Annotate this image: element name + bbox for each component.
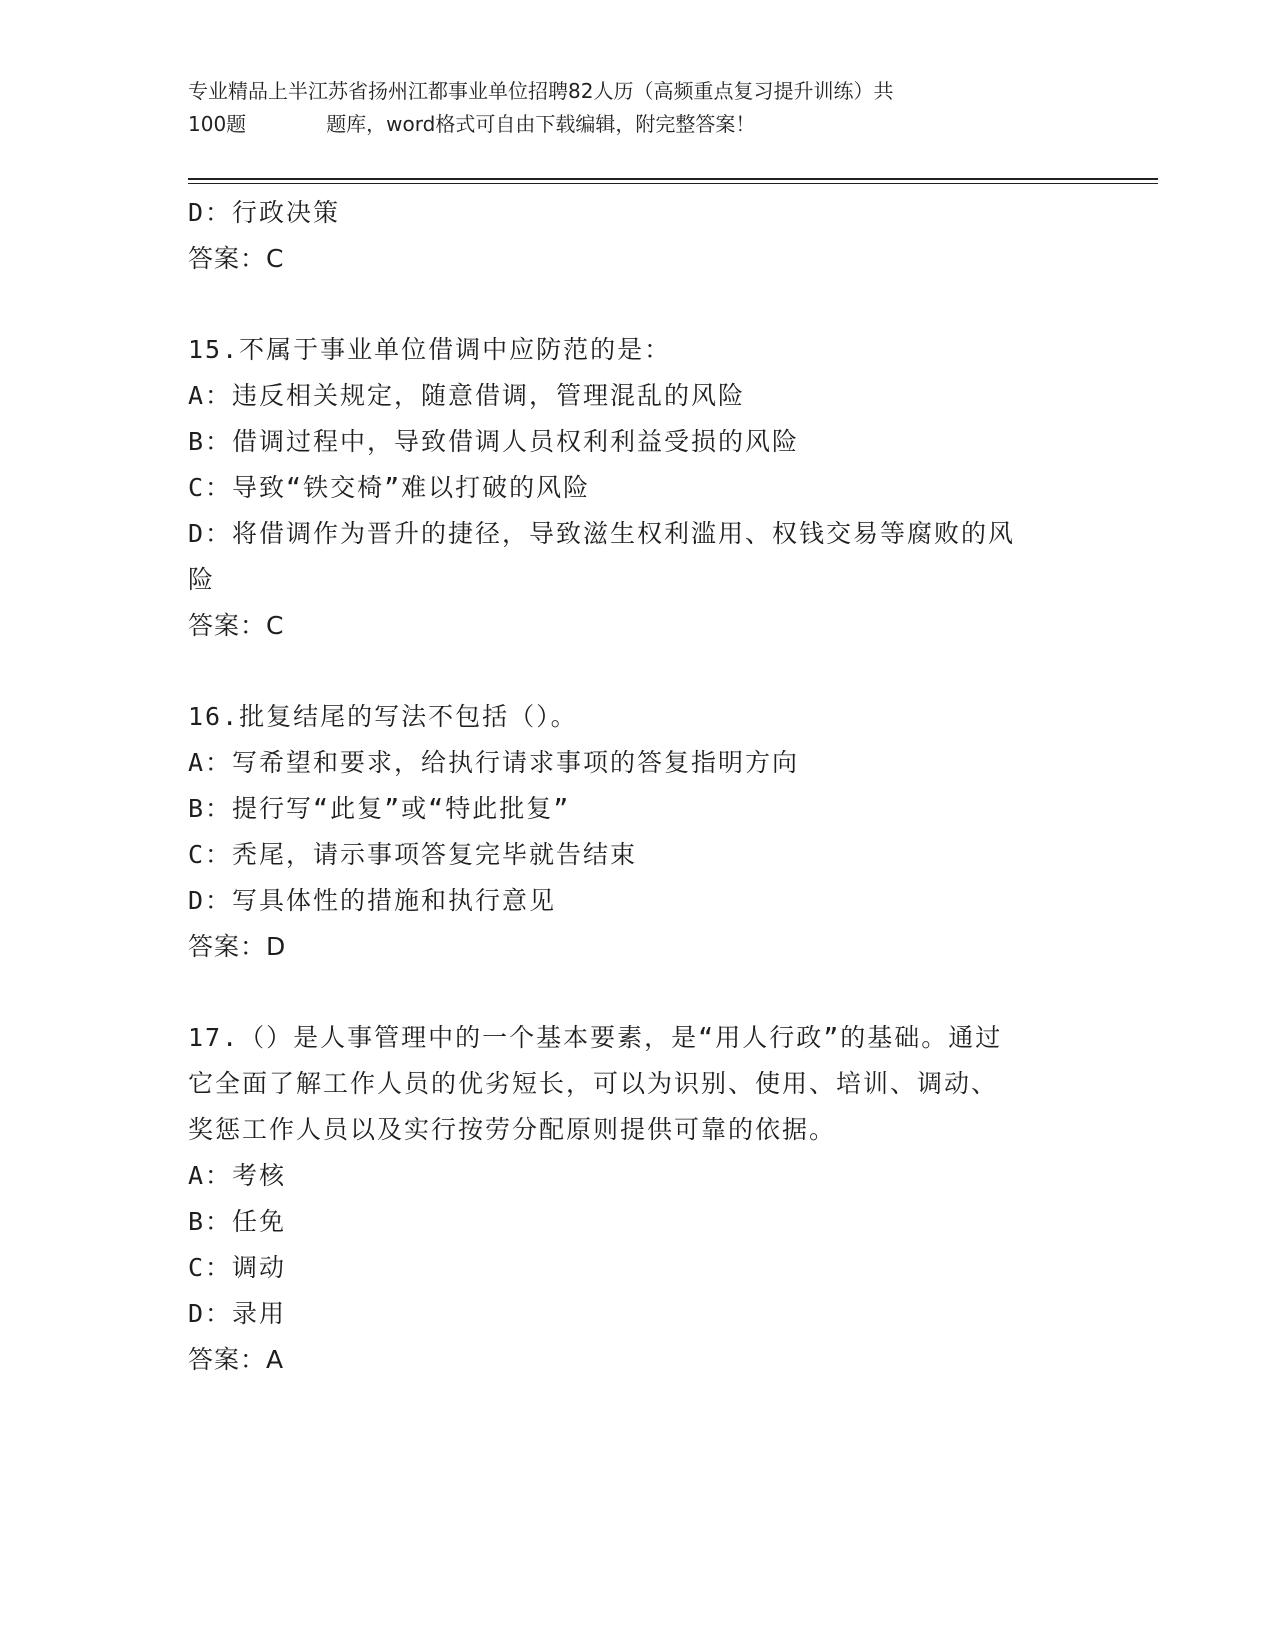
- question-17: [188, 1015, 1088, 1383]
- option-d: D：将借调作为晋升的捷径，导致滋生权利滥用、权钱交易等腐败的风: [188, 519, 1016, 548]
- option-b: B：提行写“此复”或“特此批复”: [188, 794, 571, 823]
- answer-line: 答案：C: [188, 244, 285, 273]
- answer-line: 答案：C: [188, 611, 285, 640]
- question-list: [188, 190, 1088, 1383]
- question-stem: 16.批复结尾的写法不包括（）。: [188, 702, 578, 731]
- previous-question-tail: [188, 190, 1088, 282]
- option-d: D：录用: [188, 1299, 287, 1328]
- option-c: C：调动: [188, 1253, 287, 1282]
- header-divider-thin: [188, 183, 1158, 184]
- option-d-continued: 险: [188, 565, 216, 594]
- header-description: 题库，word格式可自由下载编辑，附完整答案！: [326, 112, 756, 136]
- question-stem: 17.（）是人事管理中的一个基本要素，是“用人行政”的基础。通过: [188, 1023, 1003, 1052]
- answer-line: 答案：A: [188, 1345, 285, 1374]
- option-c: C：导致“铁交椅”难以打破的风险: [188, 473, 591, 502]
- option-a: A：考核: [188, 1161, 287, 1190]
- option-c: C：秃尾，请示事项答复完毕就告结束: [188, 840, 638, 869]
- question-stem-continued: 它全面了解工作人员的优劣短长，可以为识别、使用、培训、调动、: [188, 1069, 999, 1098]
- question-stem: 15.不属于事业单位借调中应防范的是：: [188, 335, 672, 364]
- option-d: D：行政决策: [188, 198, 341, 227]
- question-15: [188, 327, 1088, 649]
- answer-line: 答案：D: [188, 932, 287, 961]
- question-stem-continued: 奖惩工作人员以及实行按劳分配原则提供可靠的依据。: [188, 1115, 837, 1144]
- option-a: A：违反相关规定，随意借调，管理混乱的风险: [188, 381, 746, 410]
- header-title-line2: [188, 108, 1068, 141]
- option-d: D：写具体性的措施和执行意见: [188, 886, 557, 915]
- header-title-line1: 专业精品上半江苏省扬州江都事业单位招聘82人历（高频重点复习提升训练）共: [188, 79, 894, 103]
- option-b: B：借调过程中，导致借调人员权利利益受损的风险: [188, 427, 800, 456]
- header-divider-thick: [188, 178, 1158, 180]
- option-b: B：任免: [188, 1207, 287, 1236]
- page-header: [188, 75, 1068, 141]
- header-question-count: 100题: [188, 112, 247, 136]
- option-a: A：写希望和要求，给执行请求事项的答复指明方向: [188, 748, 800, 777]
- question-16: [188, 694, 1088, 970]
